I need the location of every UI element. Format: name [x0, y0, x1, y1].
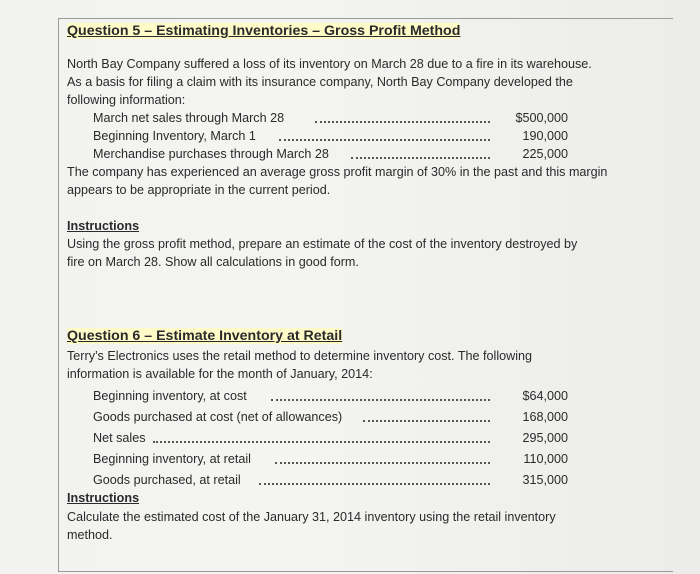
q6-title: Question 6 – Estimate Inventory at Retail [67, 328, 343, 344]
q6-item-beginning-cost: Beginning inventory, at cost $64,000 [93, 389, 568, 403]
q5-instructions-heading: Instructions [67, 219, 140, 233]
q6-intro-line-1: Terry’s Electronics uses the retail method to determine inventory cost. The following [67, 349, 533, 363]
q5-after-line-1: The company has experienced an average gross profit margin of 30% in the past and this margin [67, 165, 608, 179]
q6-intro-line-2: information is available for the month of January, 2014: [67, 367, 373, 381]
q6-item-purchases-cost: Goods purchased at cost (net of allowances) 168,000 [93, 410, 568, 424]
q5-instructions-line-1: Using the gross profit method, prepare an estimate of the cost of the inventory destroyed by [67, 237, 578, 251]
q6-instructions-heading: Instructions [67, 491, 140, 505]
q5-intro-line-1: North Bay Company suffered a loss of its inventory on March 28 due to a fire in its warehouse. [67, 57, 592, 71]
q6-instructions-line-2: method. [67, 528, 113, 542]
q5-after-line-2: appears to be appropriate in the current period. [67, 183, 331, 197]
q5-intro-line-3: following information: [67, 93, 186, 107]
q6-instructions-line-1: Calculate the estimated cost of the January 31, 2014 inventory using the retail inventory [67, 510, 556, 524]
q5-item-beginning-inventory: Beginning Inventory, March 1 190,000 [93, 129, 568, 143]
q6-item-net-sales: Net sales 295,000 [93, 431, 568, 445]
q6-item-purchases-retail: Goods purchased, at retail 315,000 [93, 473, 568, 487]
q5-item-purchases: Merchandise purchases through March 28 225,000 [93, 147, 568, 161]
q6-item-beginning-retail: Beginning inventory, at retail 110,000 [93, 452, 568, 466]
q5-instructions-line-2: fire on March 28. Show all calculations in good form. [67, 255, 359, 269]
q5-intro-line-2: As a basis for filing a claim with its insurance company, North Bay Company developed the [67, 75, 573, 89]
q5-title: Question 5 – Estimating Inventories – Gross Profit Method [67, 23, 461, 39]
q5-item-net-sales: March net sales through March 28 $500,000 [93, 111, 568, 125]
